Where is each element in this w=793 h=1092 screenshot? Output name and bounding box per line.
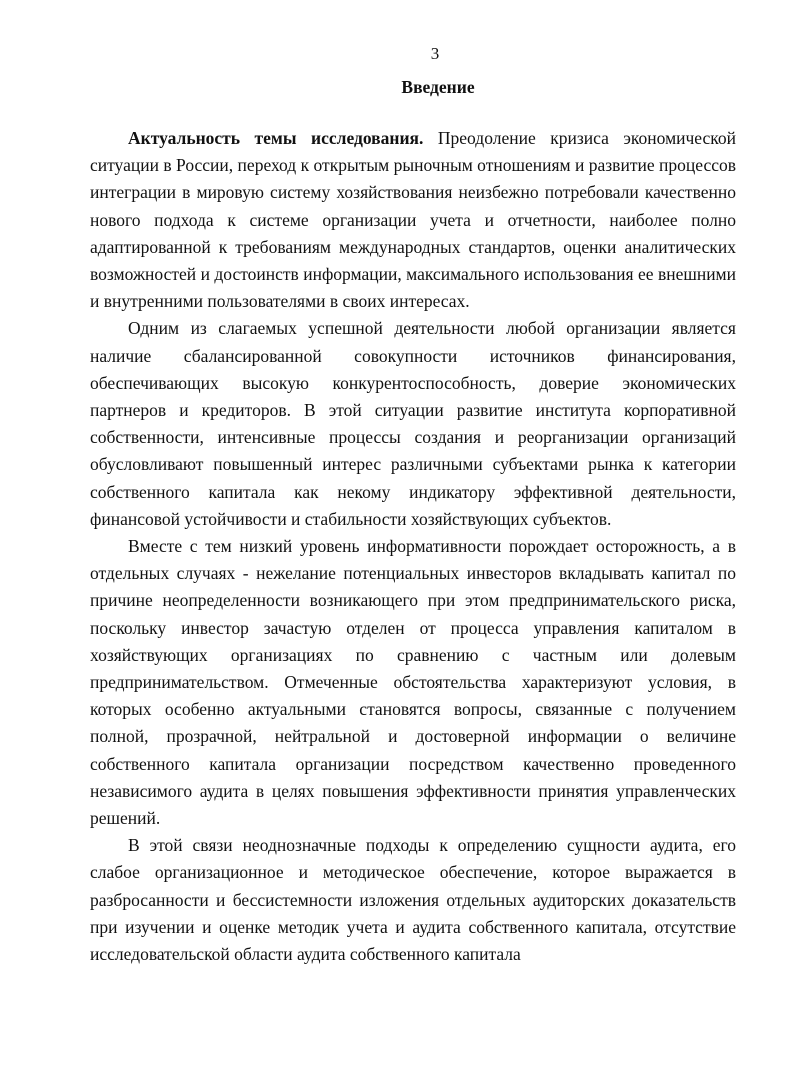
paragraph-lead: Актуальность темы исследования. [128, 128, 424, 148]
paragraph-text: Преодоление кризиса экономической ситуации в России, переход к открытым рыночным отношениям и развитие процессов интеграции в мировую систему хозяйствования неизбежно потребовали качественно нового подхода к системе организации учета и отчетности, наиболее полно адаптированной к требованиям международных стандартов, оценки аналитических возможностей и достоинств информации, максимального использования ее внешними и внутренними пользователями в своих интересах. [90, 128, 737, 312]
paragraph-informativeness [90, 533, 736, 832]
section-heading: Введение [401, 77, 475, 97]
paragraph-audit [90, 832, 736, 968]
body-text [90, 125, 736, 968]
paragraph-text: Вместе с тем низкий уровень информативности порождает осторожность, а в отдельных случаях - нежелание потенциальных инвесторов вкладывать капитал по причине неопределенности возникающего при этом предпринимательского риска, поскольку инвестор зачастую отделен от процесса управления капиталом в хозяйствующих организациях по сравнению с частным или долевым предпринимательством. Отмеченные обстоятельства характеризуют условия, в которых особенно актуальными становятся вопросы, связанные с получением полной, прозрачной, нейтральной и достоверной информации о величине собственного капитала организации посредством качественно проведенного независимого аудита в целях повышения эффективности принятия управленческих решений. [90, 536, 736, 829]
paragraph-relevance [90, 125, 736, 315]
page-number: 3 [430, 44, 440, 63]
paragraph-financing [90, 315, 736, 533]
paragraph-text: В этой связи неоднозначные подходы к определению сущности аудита, его слабое организационное и методическое обеспечение, которое выражается в разбросанности и бессистемности изложения отдельных аудиторских доказательств при изучении и оценке методик учета и аудита собственного капитала, отсутствие исследовательской области аудита собственного капитала [90, 835, 736, 965]
paragraph-text: Одним из слагаемых успешной деятельности любой организации является наличие сбалансированной совокупности источников финансирования, обеспечивающих высокую конкурентоспособность, доверие экономических партнеров и кредиторов. В этой ситуации развитие института корпоративной собственности, интенсивные процессы создания и реорганизации организаций обусловливают повышенный интерес различными субъектами рынка к категории собственного капитала как некому индикатору эффективной деятельности, финансовой устойчивости и стабильности хозяйствующих субъектов. [90, 318, 736, 529]
